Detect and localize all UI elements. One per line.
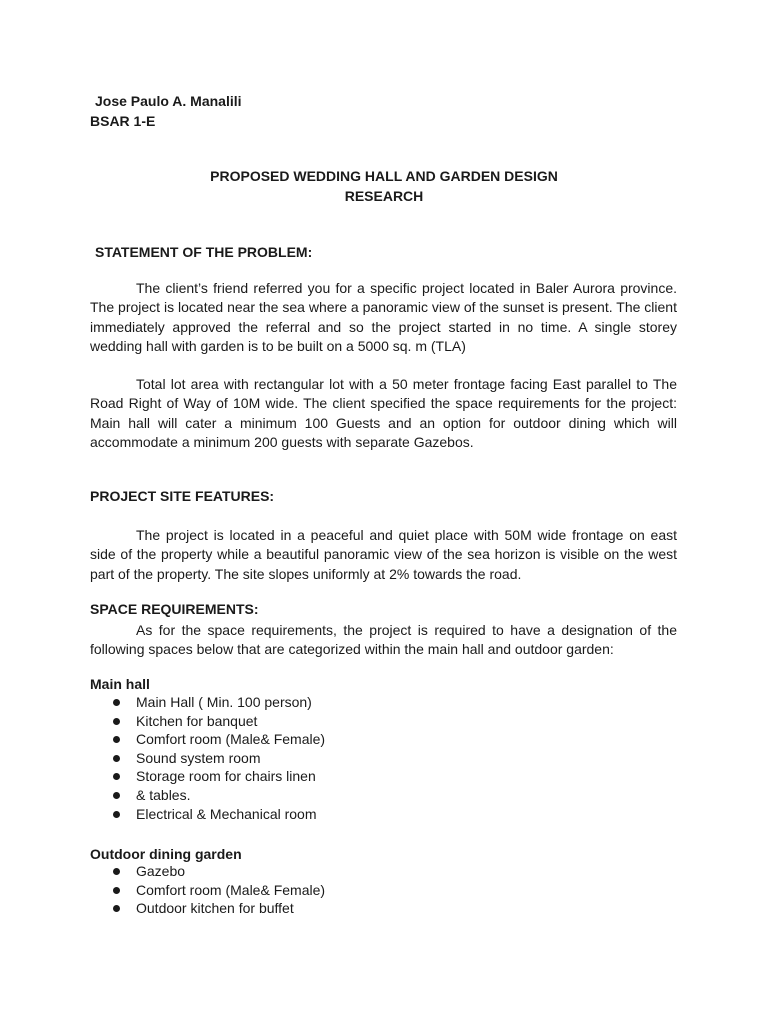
problem-paragraph-1: The client’s friend referred you for a specific project located in Baler Aurora province. The project is located near the sea where a panoramic view of the sunset is present. The client immediately approved the referral and so the project started in no time. A single storey wedding hall with garden is to be built on a 5000 sq. m (TLA) (90, 280, 677, 355)
bullet-icon (113, 699, 120, 706)
main-hall-list (110, 693, 325, 823)
bullet-icon (113, 718, 120, 725)
outdoor-list (110, 862, 325, 918)
space-heading: SPACE REQUIREMENTS: (90, 601, 259, 617)
list-item: Outdoor kitchen for buffet (110, 899, 325, 918)
main-hall-heading: Main hall (90, 676, 150, 692)
list-item: Gazebo (110, 862, 325, 881)
bullet-icon (113, 811, 120, 818)
list-item: Comfort room (Male& Female) (110, 730, 325, 749)
bullet-icon (113, 887, 120, 894)
problem-paragraph-2: Total lot area with rectangular lot with a 50 meter frontage facing East parallel to The Road Right of Way of 10M wide. The client specified the space requirements for the project: Main hall will cater a minimum 100 Guests and an option for outdoor dining which will accommodate a minimum 200 guests with separate Gazebos. (90, 376, 677, 451)
list-item: Storage room for chairs linen (110, 767, 325, 786)
site-heading: PROJECT SITE FEATURES: (90, 488, 275, 504)
list-item: Kitchen for banquet (110, 712, 325, 731)
bullet-icon (113, 736, 120, 743)
space-paragraph: As for the space requirements, the project is required to have a designation of the following spaces below that are categorized within the main hall and outdoor garden: (90, 622, 677, 658)
problem-heading: STATEMENT OF THE PROBLEM: (95, 244, 313, 260)
author-name: Jose Paulo A. Manalili (95, 93, 242, 109)
list-item: & tables. (110, 786, 325, 805)
outdoor-heading: Outdoor dining garden (90, 846, 242, 862)
site-paragraph: The project is located in a peaceful and quiet place with 50M wide frontage on east side of the property while a beautiful panoramic view of the sea horizon is visible on the west part of the property. The site slopes uniformly at 2% towards the road. (90, 527, 677, 582)
list-item: Main Hall ( Min. 100 person) (110, 693, 325, 712)
bullet-icon (113, 792, 120, 799)
bullet-icon (113, 773, 120, 780)
list-item: Sound system room (110, 749, 325, 768)
bullet-icon (113, 868, 120, 875)
bullet-icon (113, 905, 120, 912)
list-item: Electrical & Mechanical room (110, 805, 325, 824)
document-title-line2: RESEARCH (344, 188, 424, 204)
list-item: Comfort room (Male& Female) (110, 881, 325, 900)
author-section: BSAR 1-E (90, 113, 156, 129)
bullet-icon (113, 755, 120, 762)
document-title-line1: PROPOSED WEDDING HALL AND GARDEN DESIGN (210, 168, 558, 184)
